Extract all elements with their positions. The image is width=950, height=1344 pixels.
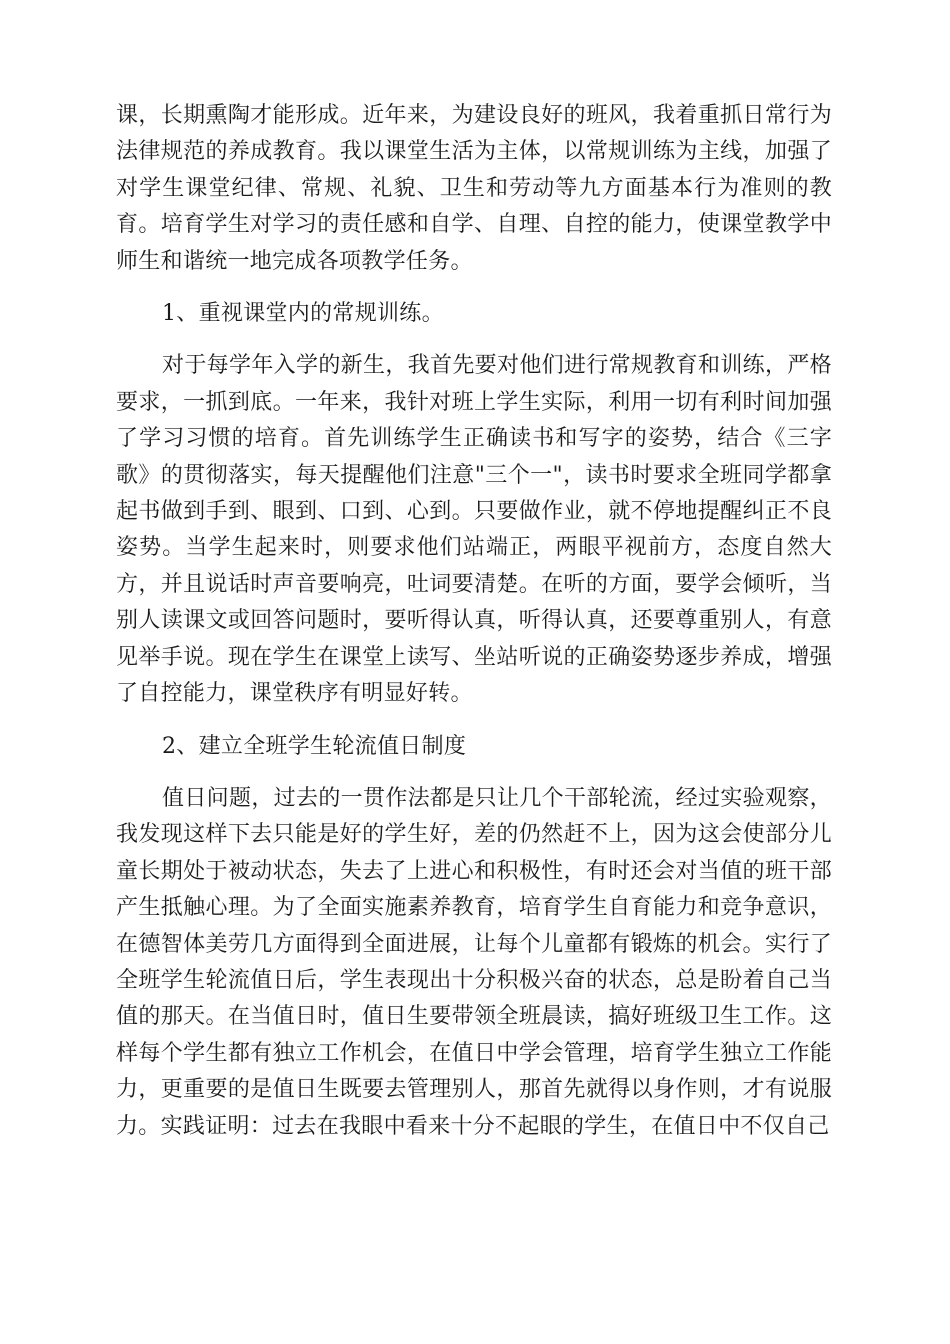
section-heading-2: 2、建立全班学生轮流值日制度 <box>162 733 467 759</box>
paragraph-continuation: 课，长期熏陶才能形成。近年来，为建设良好的班风，我着重抓日常行为法律规范的养成教育。我以课堂生活为主体，以常规训练为主线，加强了对学生课堂纪律、常规、礼貌、卫生和劳动等九方面基本行为准则的教育。培育学生对学习的责任感和自学、自理、自控的能力，使课堂教学中师生和谐统一地完成各项教学任务。 <box>116 103 832 274</box>
paragraph-routine-training: 对于每学年入学的新生，我首先要对他们进行常规教育和训练，严格要求，一抓到底。一年来，我针对班上学生实际，利用一切有利时间加强了学习习惯的培育。首先训练学生正确读书和写字的姿势，结合《三字歌》的贯彻落实，每天提醒他们注意"三个一"，读书时要求全班同学都拿起书做到手到、眼到、口到、心到。只要做作业，就不停地提醒纠正不良姿势。当学生起来时，则要求他们站端正，两眼平视前方，态度自然大方，并且说话时声音要响亮，吐词要清楚。在听的方面，要学会倾听，当别人读课文或回答问题时，要听得认真，听得认真，还要尊重别人，有意见举手说。现在学生在课堂上读写、坐站听说的正确姿势逐步养成，增强了自控能力，课堂秩序有明显好转。 <box>116 353 832 707</box>
section-heading-1: 1、重视课堂内的常规训练。 <box>162 301 444 327</box>
paragraph-duty-rotation: 值日问题，过去的一贯作法都是只让几个干部轮流，经过实验观察，我发现这样下去只能是好的学生好，差的仍然赶不上，因为这会使部分儿童长期处于被动状态，失去了上进心和积极性，有时还会对当值的班干部产生抵触心理。为了全面实施素养教育，培育学生自育能力和竞争意识，在德智体美劳几方面得到全面进展，让每个儿童都有锻炼的机会。实行了全班学生轮流值日后，学生表现出十分积极兴奋的状态，总是盼着自己当值的那天。在当值日时，值日生要带领全班晨读，搞好班级卫生工作。这样每个学生都有独立工作机会，在值日中学会管理，培育学生独立工作能力，更重要的是值日生既要去管理别人，那首先就得以身作则，才有说服力。实践证明：过去在我眼中看来十分不起眼的学生，在值日中不仅自己 <box>116 785 832 1139</box>
document-body <box>116 98 832 1145</box>
